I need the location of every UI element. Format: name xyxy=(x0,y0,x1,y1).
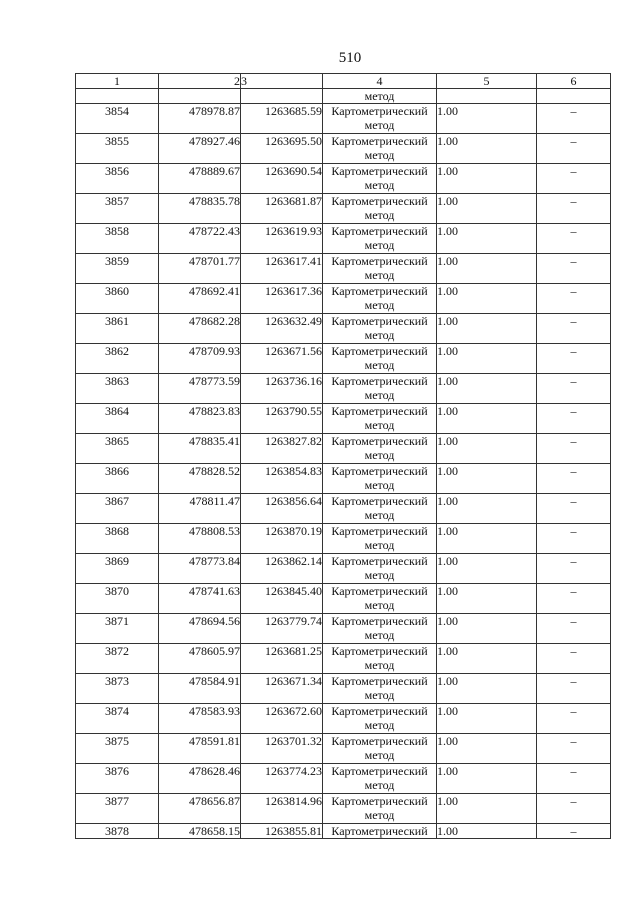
page-number: 510 xyxy=(338,50,362,66)
point-number: 3865 xyxy=(76,434,159,464)
note-dash: – xyxy=(537,794,611,824)
method-line-1: Картометрический xyxy=(331,374,428,388)
accuracy: 1.00 xyxy=(437,494,537,524)
method-line-2: метод xyxy=(364,748,395,762)
coord-y: 1263690.54 xyxy=(241,164,323,194)
coord-y: 1263617.41 xyxy=(241,254,323,284)
point-number: 3862 xyxy=(76,344,159,374)
note-dash: – xyxy=(537,764,611,794)
coord-x: 478722.43 xyxy=(159,224,241,254)
coord-y: 1263671.56 xyxy=(241,344,323,374)
point-number: 3860 xyxy=(76,284,159,314)
coord-y: 1263862.14 xyxy=(241,554,323,584)
point-number: 3857 xyxy=(76,194,159,224)
coord-y: 1263870.19 xyxy=(241,524,323,554)
point-number: 3875 xyxy=(76,734,159,764)
coord-y: 1263619.93 xyxy=(241,224,323,254)
continuation-cell-empty xyxy=(537,89,611,104)
method-cell xyxy=(323,554,437,584)
point-number: 3856 xyxy=(76,164,159,194)
table-row xyxy=(76,614,611,644)
accuracy: 1.00 xyxy=(437,194,537,224)
note-dash: – xyxy=(537,464,611,494)
note-dash: – xyxy=(537,614,611,644)
coordinates-table xyxy=(75,73,611,839)
coord-x: 478682.28 xyxy=(159,314,241,344)
table-row xyxy=(76,134,611,164)
point-number: 3864 xyxy=(76,404,159,434)
method-line-2: метод xyxy=(364,328,395,342)
note-dash: – xyxy=(537,824,611,839)
coord-x: 478692.41 xyxy=(159,284,241,314)
method-cell xyxy=(323,314,437,344)
coord-x: 478828.52 xyxy=(159,464,241,494)
method-line-2: метод xyxy=(364,178,395,192)
continuation-cell-empty xyxy=(437,89,537,104)
method-cell xyxy=(323,794,437,824)
continuation-cell-empty xyxy=(159,89,241,104)
coord-y: 1263681.87 xyxy=(241,194,323,224)
accuracy: 1.00 xyxy=(437,764,537,794)
table-row xyxy=(76,254,611,284)
table-row xyxy=(76,104,611,134)
coord-y: 1263790.55 xyxy=(241,404,323,434)
table-row xyxy=(76,704,611,734)
point-number: 3855 xyxy=(76,134,159,164)
method-cell xyxy=(323,524,437,554)
method-cell xyxy=(323,374,437,404)
coord-x: 478584.91 xyxy=(159,674,241,704)
note-dash: – xyxy=(537,494,611,524)
method-cell xyxy=(323,194,437,224)
continuation-cell-empty xyxy=(76,89,159,104)
table-row xyxy=(76,764,611,794)
point-number: 3870 xyxy=(76,584,159,614)
note-dash: – xyxy=(537,374,611,404)
accuracy: 1.00 xyxy=(437,344,537,374)
table-row xyxy=(76,524,611,554)
method-cell xyxy=(323,764,437,794)
note-dash: – xyxy=(537,194,611,224)
method-line-1: Картометрический xyxy=(331,614,428,628)
note-dash: – xyxy=(537,254,611,284)
coord-x: 478628.46 xyxy=(159,764,241,794)
method-line-2: метод xyxy=(364,508,395,522)
method-line-1: Картометрический xyxy=(331,644,428,658)
point-number: 3854 xyxy=(76,104,159,134)
method-cell xyxy=(323,494,437,524)
method-line-2: метод xyxy=(364,628,395,642)
coord-y: 1263685.59 xyxy=(241,104,323,134)
method-line-2: метод xyxy=(364,268,395,282)
point-number: 3868 xyxy=(76,524,159,554)
point-number: 3866 xyxy=(76,464,159,494)
coord-x: 478823.83 xyxy=(159,404,241,434)
coord-y: 1263854.83 xyxy=(241,464,323,494)
table-row xyxy=(76,344,611,374)
method-line-2: метод xyxy=(364,688,395,702)
coord-x: 478583.93 xyxy=(159,704,241,734)
coord-x: 478694.56 xyxy=(159,614,241,644)
accuracy: 1.00 xyxy=(437,284,537,314)
note-dash: – xyxy=(537,674,611,704)
note-dash: – xyxy=(537,314,611,344)
coord-y: 1263632.49 xyxy=(241,314,323,344)
method-line-2: метод xyxy=(364,298,395,312)
coord-y: 1263672.60 xyxy=(241,704,323,734)
accuracy: 1.00 xyxy=(437,164,537,194)
header-col-5: 5 xyxy=(437,74,537,89)
accuracy: 1.00 xyxy=(437,404,537,434)
note-dash: – xyxy=(537,224,611,254)
accuracy: 1.00 xyxy=(437,374,537,404)
method-line-2: метод xyxy=(364,238,395,252)
coord-x: 478658.15 xyxy=(159,824,241,839)
accuracy: 1.00 xyxy=(437,314,537,344)
table-row xyxy=(76,224,611,254)
continuation-method: метод xyxy=(323,89,437,104)
coord-x: 478741.63 xyxy=(159,584,241,614)
note-dash: – xyxy=(537,164,611,194)
method-line-2: метод xyxy=(364,808,395,822)
accuracy: 1.00 xyxy=(437,794,537,824)
method-line-2: метод xyxy=(364,568,395,582)
method-line-1: Картометрический xyxy=(331,734,428,748)
point-number: 3861 xyxy=(76,314,159,344)
table-header-row xyxy=(76,74,611,89)
method-cell xyxy=(323,464,437,494)
accuracy: 1.00 xyxy=(437,104,537,134)
coord-y: 1263681.25 xyxy=(241,644,323,674)
method-cell xyxy=(323,344,437,374)
point-number: 3876 xyxy=(76,764,159,794)
method-cell xyxy=(323,284,437,314)
accuracy: 1.00 xyxy=(437,614,537,644)
method-line-1: Картометрический xyxy=(331,434,428,448)
method-cell xyxy=(323,164,437,194)
table-row xyxy=(76,584,611,614)
note-dash: – xyxy=(537,344,611,374)
point-number: 3863 xyxy=(76,374,159,404)
accuracy: 1.00 xyxy=(437,674,537,704)
method-line-2: метод xyxy=(364,388,395,402)
accuracy: 1.00 xyxy=(437,644,537,674)
accuracy: 1.00 xyxy=(437,134,537,164)
method-cell xyxy=(323,224,437,254)
coord-y: 1263617.36 xyxy=(241,284,323,314)
coord-x: 478811.47 xyxy=(159,494,241,524)
note-dash: – xyxy=(537,404,611,434)
method-cell xyxy=(323,134,437,164)
table-row-last xyxy=(76,824,611,839)
header-col-2: 2 xyxy=(159,74,241,89)
coord-x: 478605.97 xyxy=(159,644,241,674)
coord-x: 478656.87 xyxy=(159,794,241,824)
note-dash: – xyxy=(537,284,611,314)
note-dash: – xyxy=(537,134,611,164)
coord-x: 478835.41 xyxy=(159,434,241,464)
method-line-2: метод xyxy=(364,718,395,732)
continuation-row xyxy=(76,89,611,104)
coord-x: 478773.59 xyxy=(159,374,241,404)
coord-y: 1263671.34 xyxy=(241,674,323,704)
method-line-1: Картометрический xyxy=(331,254,428,268)
accuracy: 1.00 xyxy=(437,734,537,764)
method-line-1: Картометрический xyxy=(331,344,428,358)
coord-x: 478591.81 xyxy=(159,734,241,764)
coord-y: 1263774.23 xyxy=(241,764,323,794)
note-dash: – xyxy=(537,734,611,764)
coord-y: 1263695.50 xyxy=(241,134,323,164)
method-line-1: Картометрический xyxy=(331,284,428,298)
method-line-1: Картометрический xyxy=(331,164,428,178)
method-line-1: Картометрический xyxy=(331,494,428,508)
header-col-6: 6 xyxy=(537,74,611,89)
method-line-1: Картометрический xyxy=(331,194,428,208)
coord-y: 1263845.40 xyxy=(241,584,323,614)
method-cell xyxy=(323,704,437,734)
note-dash: – xyxy=(537,584,611,614)
method-line-2: метод xyxy=(364,658,395,672)
method-line-1: Картометрический xyxy=(331,314,428,328)
method-cell xyxy=(323,734,437,764)
method-line-1: Картометрический xyxy=(331,584,428,598)
method-line-1: Картометрический xyxy=(331,134,428,148)
accuracy: 1.00 xyxy=(437,584,537,614)
method-line-1: Картометрический xyxy=(331,224,428,238)
table-row xyxy=(76,794,611,824)
coord-y: 1263736.16 xyxy=(241,374,323,404)
point-number: 3871 xyxy=(76,614,159,644)
coord-x: 478701.77 xyxy=(159,254,241,284)
note-dash: – xyxy=(537,704,611,734)
method-line-2: метод xyxy=(364,478,395,492)
method-line-1: Картометрический xyxy=(331,524,428,538)
method-cell: Картометрический xyxy=(323,824,437,839)
method-cell xyxy=(323,434,437,464)
coord-x: 478889.67 xyxy=(159,164,241,194)
table-row xyxy=(76,314,611,344)
note-dash: – xyxy=(537,104,611,134)
coord-y: 1263855.81 xyxy=(241,824,323,839)
method-cell xyxy=(323,404,437,434)
table-row xyxy=(76,404,611,434)
method-cell xyxy=(323,584,437,614)
table-row xyxy=(76,164,611,194)
coord-y: 1263701.32 xyxy=(241,734,323,764)
header-col-1: 1 xyxy=(76,74,159,89)
method-line-1: Картометрический xyxy=(331,404,428,418)
table-row xyxy=(76,464,611,494)
accuracy: 1.00 xyxy=(437,464,537,494)
coord-x: 478709.93 xyxy=(159,344,241,374)
coord-y: 1263779.74 xyxy=(241,614,323,644)
accuracy: 1.00 xyxy=(437,434,537,464)
table-row xyxy=(76,734,611,764)
method-cell xyxy=(323,644,437,674)
point-number: 3858 xyxy=(76,224,159,254)
coord-x: 478773.84 xyxy=(159,554,241,584)
method-cell xyxy=(323,104,437,134)
point-number: 3873 xyxy=(76,674,159,704)
coord-y: 1263814.96 xyxy=(241,794,323,824)
method-line-1: Картометрический xyxy=(331,464,428,478)
header-col-3: 3 xyxy=(241,74,323,89)
method-cell xyxy=(323,674,437,704)
accuracy: 1.00 xyxy=(437,824,537,839)
note-dash: – xyxy=(537,434,611,464)
accuracy: 1.00 xyxy=(437,704,537,734)
header-col-4: 4 xyxy=(323,74,437,89)
method-line-1: Картометрический xyxy=(331,794,428,808)
table-row xyxy=(76,434,611,464)
table-row xyxy=(76,674,611,704)
accuracy: 1.00 xyxy=(437,554,537,584)
note-dash: – xyxy=(537,524,611,554)
method-line-2: метод xyxy=(364,358,395,372)
coord-y: 1263856.64 xyxy=(241,494,323,524)
method-line-2: метод xyxy=(364,598,395,612)
method-line-1: Картометрический xyxy=(331,764,428,778)
method-line-2: метод xyxy=(364,208,395,222)
coord-y: 1263827.82 xyxy=(241,434,323,464)
accuracy: 1.00 xyxy=(437,524,537,554)
method-line-2: метод xyxy=(364,418,395,432)
table-row xyxy=(76,284,611,314)
accuracy: 1.00 xyxy=(437,224,537,254)
method-line-1: Картометрический xyxy=(331,674,428,688)
point-number: 3869 xyxy=(76,554,159,584)
coord-x: 478978.87 xyxy=(159,104,241,134)
note-dash: – xyxy=(537,644,611,674)
table-row xyxy=(76,644,611,674)
note-dash: – xyxy=(537,554,611,584)
method-line-1: Картометрический xyxy=(331,554,428,568)
coord-x: 478835.78 xyxy=(159,194,241,224)
table-row xyxy=(76,194,611,224)
table-row xyxy=(76,494,611,524)
point-number: 3878 xyxy=(76,824,159,839)
method-cell xyxy=(323,254,437,284)
point-number: 3874 xyxy=(76,704,159,734)
method-line-2: метод xyxy=(364,148,395,162)
accuracy: 1.00 xyxy=(437,254,537,284)
point-number: 3867 xyxy=(76,494,159,524)
method-cell xyxy=(323,614,437,644)
method-line-2: метод xyxy=(364,778,395,792)
continuation-cell-empty xyxy=(241,89,323,104)
coord-x: 478927.46 xyxy=(159,134,241,164)
table-row xyxy=(76,374,611,404)
table-row xyxy=(76,554,611,584)
method-line-2: метод xyxy=(364,448,395,462)
point-number: 3859 xyxy=(76,254,159,284)
method-line-2: метод xyxy=(364,118,395,132)
point-number: 3877 xyxy=(76,794,159,824)
method-line-1: Картометрический xyxy=(331,704,428,718)
point-number: 3872 xyxy=(76,644,159,674)
coord-x: 478808.53 xyxy=(159,524,241,554)
method-line-1: Картометрический xyxy=(331,104,428,118)
method-line-2: метод xyxy=(364,538,395,552)
